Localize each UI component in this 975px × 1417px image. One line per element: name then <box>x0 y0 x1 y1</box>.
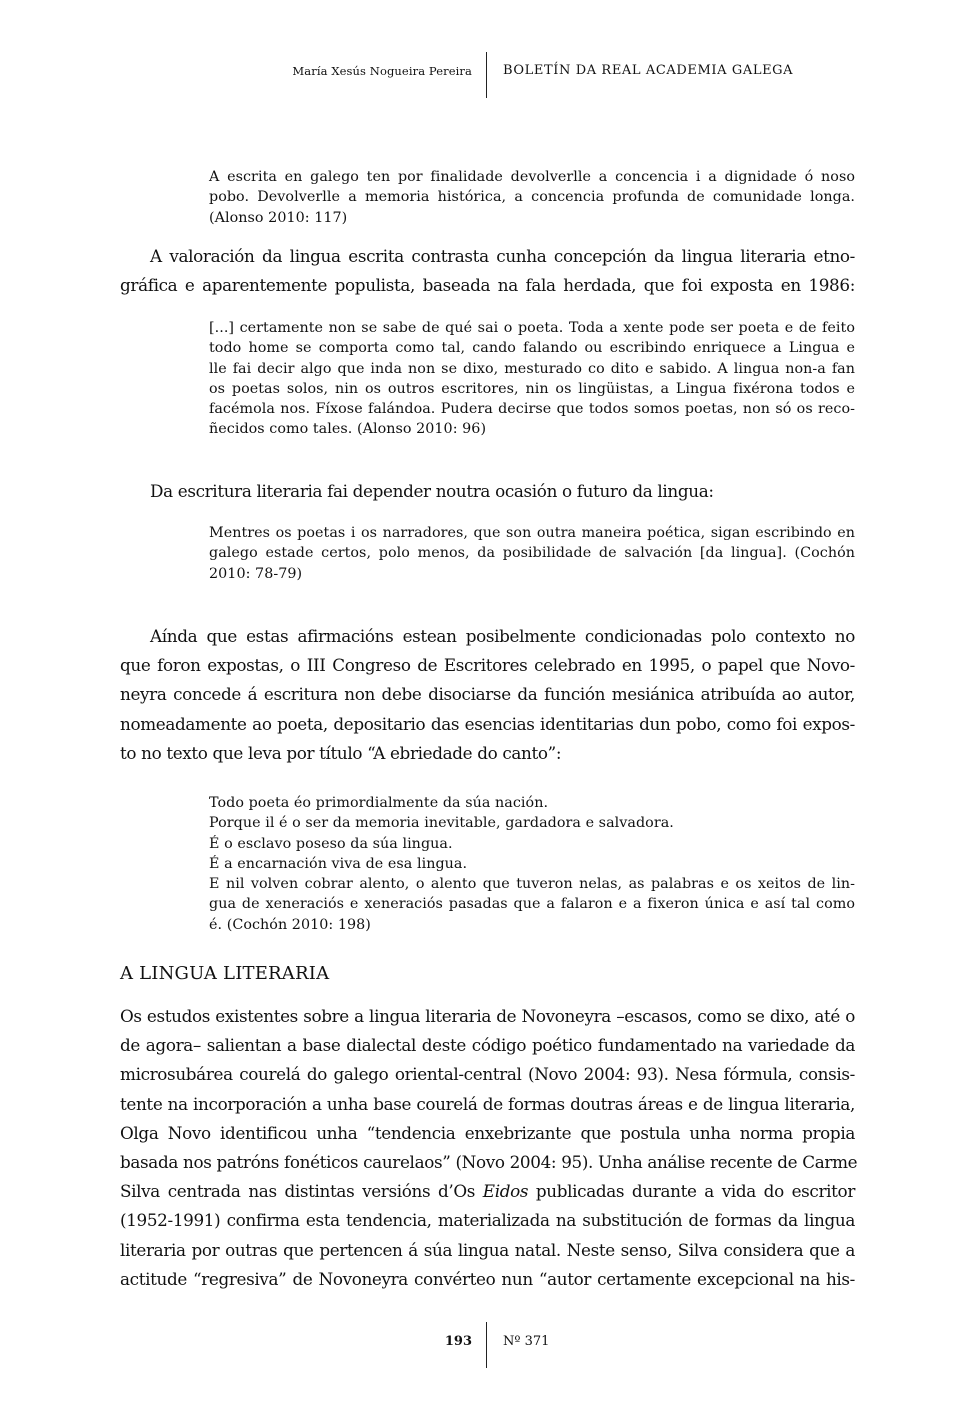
running-header <box>0 52 975 98</box>
quote-line: galego estade certos, polo menos, da posibilidade de salvación [da lingua]. (Cochón <box>209 545 855 562</box>
footer-divider <box>486 1322 487 1368</box>
block-quote-ebriedade-do-canto <box>209 793 855 935</box>
text-run: Silva centrada nas distintas versións d’Os <box>120 1181 483 1202</box>
poem-line: É a encarnación viva de esa lingua. <box>209 855 468 872</box>
header-journal-title: BOLETÍN DA REAL ACADEMIA GALEGA <box>503 63 794 78</box>
issue-number: Nº 371 <box>503 1334 550 1349</box>
running-footer <box>0 1322 975 1368</box>
quote-line: facémola nos. Fíxose falándoa. Pudera decirse que todos somos poetas, non só os reco- <box>209 401 855 418</box>
block-quote-alonso-96 <box>209 318 855 440</box>
paragraph-line: Os estudos existentes sobre a lingua literaria de Novoneyra –escasos, como se dixo, até o <box>120 1006 855 1026</box>
paragraph-line: A valoración da lingua escrita contrasta cunha concepción da lingua literaria etno- <box>150 246 855 266</box>
paragraph-line: Da escritura literaria fai depender noutra ocasión o futuro da lingua: <box>150 481 714 501</box>
quote-line: pobo. Devolverlle a memoria histórica, a concencia profunda de comunidade longa. <box>209 189 855 206</box>
poem-line: gua de xeneraciós e xeneraciós pasadas que a falaron e a fixeron única e así tal como <box>209 896 855 913</box>
paragraph-ainda-que <box>120 622 855 768</box>
quote-line: Mentres os poetas i os narradores, que son outra maneira poética, sigan escribindo en <box>209 525 855 541</box>
poem-line: E nil volven cobrar alento, o alento que tuveron nelas, as palabras e os xeitos de lin- <box>209 876 855 893</box>
paragraph-line: que foron expostas, o III Congreso de Escritores celebrado en 1995, o papel que Novo- <box>120 655 855 676</box>
text-run: publicadas durante a vida do escritor <box>528 1181 855 1202</box>
quote-line: [...] certamente non se sabe de qué sai o poeta. Toda a xente pode ser poeta e de feito <box>209 320 855 336</box>
section-heading: A LINGUA LITERARIA <box>120 963 330 984</box>
quote-line: A escrita en galego ten por finalidade devolverlle a concencia i a dignidade ó noso <box>209 169 855 185</box>
paragraph-line-with-title <box>120 1177 855 1206</box>
poem-line: É o esclavo poseso da súa lingua. <box>209 835 453 852</box>
paragraph-line: de agora– salientan a base dialectal deste código poético fundamentado na variedade da <box>120 1035 855 1056</box>
paragraph-escritura-literaria <box>120 477 855 506</box>
poem-line: Todo poeta éo primordialmente da súa nación. <box>209 795 549 811</box>
paragraph-line: tente na incorporación a unha base courelá de formas doutras áreas e de lingua literaria, <box>120 1093 855 1114</box>
poem-line: é. (Cochón 2010: 198) <box>209 916 371 933</box>
paragraph-line: neyra concede á escritura non debe disociarse da función mesiánica atribuída ao autor, <box>120 684 855 705</box>
quote-line: os poetas solos, nin os outros escritores, nin os lingüistas, a Lingua fixérona todos e <box>209 380 855 397</box>
paragraph-line: gráfica e aparentemente populista, baseada na fala herdada, que foi exposta en 1986: <box>120 275 855 296</box>
block-quote-alonso-117 <box>209 167 855 228</box>
quote-line: 2010: 78-79) <box>209 565 303 582</box>
header-divider <box>486 52 487 98</box>
paragraph-estudos-existentes <box>120 1002 858 1294</box>
paragraph-valoracion <box>120 242 855 300</box>
paragraph-line: nomeadamente ao poeta, depositario das esencias identitarias dun pobo, como foi expos- <box>120 713 855 734</box>
paragraph-line: actitude “regresiva” de Novoneyra convérteo nun “autor certamente excepcional na his- <box>120 1268 855 1289</box>
paragraph-line: Olga Novo identificou unha “tendencia enxebrizante que postula unha norma propia <box>120 1122 855 1143</box>
paragraph-line: basada nos patróns fonéticos caurelaos” (Novo 2004: 95). Unha análise recente de Carme <box>120 1152 858 1173</box>
paragraph-line: Aínda que estas afirmacións estean posibelmente condicionadas polo contexto no <box>150 626 855 646</box>
paragraph-line: to no texto que leva por título “A ebriedade do canto”: <box>120 742 562 763</box>
header-author: María Xesús Nogueira Pereira <box>292 64 472 78</box>
quote-line: ñecidos como tales. (Alonso 2010: 96) <box>209 421 487 438</box>
work-title-os-eidos: Eidos <box>482 1181 529 1202</box>
paragraph-line: (1952-1991) confirma esta tendencia, materializada na substitución de formas da lingua <box>120 1210 855 1231</box>
paragraph-line: microsubárea courelá do galego oriental-central (Novo 2004: 93). Nesa fórmula, consis- <box>120 1064 855 1085</box>
poem-line: Porque il é o ser da memoria inevitable, gardadora e salvadora. <box>209 815 674 832</box>
paragraph-line: literaria por outras que pertencen á súa lingua natal. Neste senso, Silva considera que a <box>120 1239 855 1260</box>
page-number: 193 <box>444 1334 472 1349</box>
quote-line: (Alonso 2010: 117) <box>209 209 348 226</box>
quote-line: lle fai decir algo que inda non se dixo, mesturado co dito e sabido. A lingua non-a fan <box>209 360 855 377</box>
block-quote-cochon-78 <box>209 523 855 584</box>
quote-line: todo home se comporta como tal, cando falando ou escribindo enriquece a Lingua e <box>209 340 855 357</box>
